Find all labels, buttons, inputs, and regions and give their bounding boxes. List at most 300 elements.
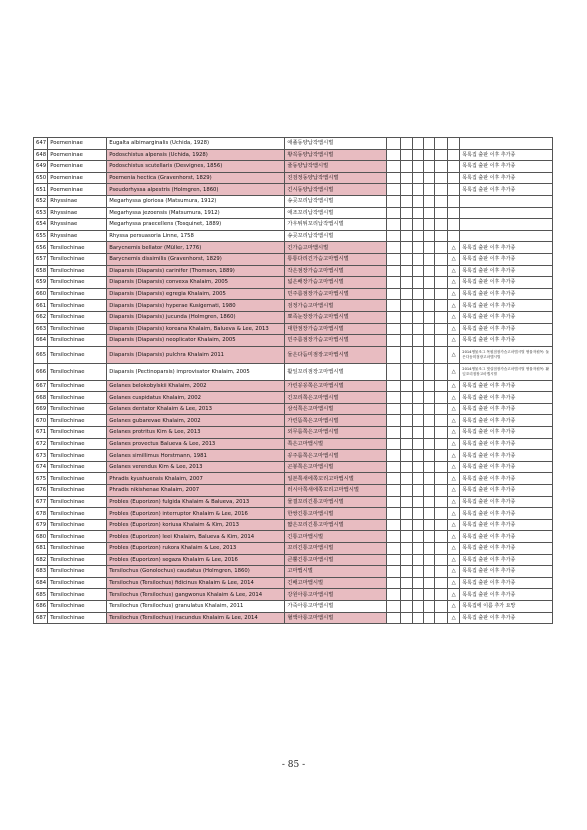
table-row (34, 566, 553, 578)
remark-cell (460, 380, 553, 392)
table-row (34, 531, 553, 543)
remark-text: 목록집 출판 이후 추가종 (462, 186, 516, 193)
species-name-cell: Megarhyssa gloriosa (Matsumura, 1912) (107, 195, 285, 207)
species-name-cell: Diaparsis (Diaparsis) koreana Khalaim, Balueva & Lee, 2013 (107, 323, 285, 335)
empty-cell (412, 531, 423, 543)
empty-cell (412, 230, 423, 242)
subfamily-cell: Tersilochinae (48, 531, 107, 543)
empty-cell (423, 230, 434, 242)
empty-cell (387, 161, 401, 173)
subfamily-cell: Poemeninae (48, 161, 107, 173)
table-row (34, 288, 553, 300)
korean-name-cell: 활잎꼬리점장고마맵시벌 (285, 363, 387, 380)
row-number-cell: 683 (34, 566, 48, 578)
empty-cell (423, 543, 434, 555)
status-mark-cell (448, 184, 460, 196)
remark-text: 목록집 출판 이후 추가종 (462, 522, 516, 529)
empty-cell (401, 543, 412, 555)
empty-cell (387, 219, 401, 231)
empty-cell (434, 346, 447, 363)
korean-name-cell: 애졸동양납작맵시벌 (285, 138, 387, 150)
species-name-cell: Probles (Euporizon) interruptor Khalaim & Lee, 2016 (107, 508, 285, 520)
species-name-cell: Eugalta albimarginalis (Uchida, 1928) (107, 138, 285, 150)
table-row (34, 380, 553, 392)
remark-cell (460, 219, 553, 231)
empty-cell (401, 392, 412, 404)
status-mark-cell: △ (448, 589, 460, 601)
remark-text: 목록집 출판 이후 추가종 (462, 291, 516, 298)
table-row (34, 230, 553, 242)
species-name-cell: Megarhyssa praecellens (Tosquinet, 1889) (107, 219, 285, 231)
remark-cell (460, 195, 553, 207)
korean-name-cell: 긴가슴고마맵시벌 (285, 242, 387, 254)
row-number-cell: 682 (34, 554, 48, 566)
empty-cell (401, 138, 412, 150)
remark-cell (460, 392, 553, 404)
table-row (34, 219, 553, 231)
empty-cell (401, 508, 412, 520)
species-name-cell: Gelanes dentator Khalaim & Lee, 2013 (107, 403, 285, 415)
table-row (34, 600, 553, 612)
empty-cell (387, 335, 401, 347)
empty-cell (387, 172, 401, 184)
empty-cell (423, 427, 434, 439)
empty-cell (434, 311, 447, 323)
empty-cell (387, 380, 401, 392)
empty-cell (434, 363, 447, 380)
empty-cell (401, 496, 412, 508)
row-number-cell: 647 (34, 138, 48, 150)
empty-cell (434, 485, 447, 497)
table-row (34, 577, 553, 589)
remark-text: 목록집 출판 이후 추가종 (462, 175, 516, 182)
empty-cell (387, 577, 401, 589)
empty-cell (412, 543, 423, 555)
table-row (34, 450, 553, 462)
empty-cell (423, 323, 434, 335)
row-number-cell: 674 (34, 461, 48, 473)
empty-cell (387, 277, 401, 289)
remark-text: 목록집 출판 이후 추가종 (462, 163, 516, 170)
empty-cell (434, 172, 447, 184)
species-name-cell: Gelanes belokobylskii Khalaim, 2002 (107, 380, 285, 392)
empty-cell (387, 288, 401, 300)
row-number-cell: 684 (34, 577, 48, 589)
korean-name-cell: 작은점장가슴고마맵시벌 (285, 265, 387, 277)
species-name-cell: Phradis kyushuensis Khalaim, 2007 (107, 473, 285, 485)
subfamily-cell: Rhyssinae (48, 230, 107, 242)
empty-cell (412, 363, 423, 380)
korean-name-cell: 가린꽁꽁쪽은고마맵시벌 (285, 380, 387, 392)
korean-name-cell: 둘은다듬미점장고마맵시벌 (285, 346, 387, 363)
status-mark-cell: △ (448, 461, 460, 473)
table-row (34, 554, 553, 566)
table-row (34, 311, 553, 323)
empty-cell (387, 461, 401, 473)
status-mark-cell: △ (448, 600, 460, 612)
korean-name-cell: 러시아쪽새에쪽꼬리고마맵시벌 (285, 485, 387, 497)
empty-cell (434, 554, 447, 566)
korean-name-cell: 물결꼬리긴통고마맵시벌 (285, 496, 387, 508)
remark-text: 목록집 출판 이후 추가종 (462, 464, 516, 471)
subfamily-cell: Tersilochinae (48, 311, 107, 323)
status-mark-cell: △ (448, 253, 460, 265)
empty-cell (412, 403, 423, 415)
korean-name-cell: 한쌍긴통고마맵시벌 (285, 508, 387, 520)
empty-cell (434, 138, 447, 150)
empty-cell (412, 577, 423, 589)
empty-cell (387, 323, 401, 335)
status-mark-cell: △ (448, 392, 460, 404)
empty-cell (412, 450, 423, 462)
empty-cell (387, 415, 401, 427)
empty-cell (423, 242, 434, 254)
row-number-cell: 678 (34, 508, 48, 520)
remark-text: 목록집 출판 이후 추가종 (462, 556, 516, 563)
table-row (34, 277, 553, 289)
status-mark-cell (448, 207, 460, 219)
remark-cell (460, 577, 553, 589)
status-mark-cell: △ (448, 473, 460, 485)
empty-cell (401, 415, 412, 427)
empty-cell (434, 288, 447, 300)
row-number-cell: 675 (34, 473, 48, 485)
subfamily-cell: Tersilochinae (48, 461, 107, 473)
empty-cell (423, 519, 434, 531)
empty-cell (423, 346, 434, 363)
status-mark-cell (448, 195, 460, 207)
remark-text: 목록집 출판 이후 추가종 (462, 533, 516, 540)
remark-cell (460, 184, 553, 196)
subfamily-cell: Tersilochinae (48, 253, 107, 265)
empty-cell (387, 566, 401, 578)
remark-text: 목록집 출판 이후 추가종 (462, 337, 516, 344)
species-name-cell: Tersilochus (Tersilochus) iracundus Khalaim & Lee, 2014 (107, 612, 285, 624)
korean-name-cell: 고마맵시벌 (285, 566, 387, 578)
remark-cell (460, 554, 553, 566)
empty-cell (412, 149, 423, 161)
korean-name-cell: 긴통고마맵시벌 (285, 531, 387, 543)
empty-cell (412, 300, 423, 312)
remark-text: 목록집 출판 이후 추가종 (462, 545, 516, 552)
korean-name-cell: 진검정동양납작맵시벌 (285, 172, 387, 184)
empty-cell (387, 363, 401, 380)
empty-cell (387, 473, 401, 485)
empty-cell (434, 184, 447, 196)
status-mark-cell: △ (448, 543, 460, 555)
empty-cell (387, 392, 401, 404)
empty-cell (434, 531, 447, 543)
korean-name-cell: 일본쪽새에쪽꼬리고마맵시벌 (285, 473, 387, 485)
species-name-cell: Probles (Euporizon) segaza Khalaim & Lee, 2016 (107, 554, 285, 566)
empty-cell (401, 380, 412, 392)
table-row (34, 138, 553, 150)
korean-name-cell: 검정가슴고마맵시벌 (285, 300, 387, 312)
remark-text: 목록집 출판 이후 추가종 (462, 151, 516, 158)
korean-name-cell: 혈액아롱고마맵시벌 (285, 612, 387, 624)
korean-name-cell: 꽁주룸쪽은고마맵시벌 (285, 450, 387, 462)
table-row (34, 300, 553, 312)
row-number-cell: 668 (34, 392, 48, 404)
species-name-cell: Diaparsis (Diaparsis) jucunda (Holmgren, 1860) (107, 311, 285, 323)
empty-cell (412, 311, 423, 323)
empty-cell (401, 300, 412, 312)
remark-cell (460, 600, 553, 612)
empty-cell (401, 427, 412, 439)
empty-cell (423, 612, 434, 624)
table-row (34, 346, 553, 363)
subfamily-cell: Tersilochinae (48, 265, 107, 277)
row-number-cell: 656 (34, 242, 48, 254)
korean-name-cell: 애조꼬리납작맵시벌 (285, 207, 387, 219)
table-row (34, 207, 553, 219)
remark-text: 목록집 출판 이후 추가종 (462, 314, 516, 321)
table-row (34, 335, 553, 347)
remark-text: 목록집 출판 이후 추가종 (462, 244, 516, 251)
remark-cell (460, 242, 553, 254)
subfamily-cell: Tersilochinae (48, 577, 107, 589)
status-mark-cell: △ (448, 577, 460, 589)
remark-cell (460, 172, 553, 184)
empty-cell (412, 508, 423, 520)
species-name-cell: Poemenia hectica (Gravenhorst, 1829) (107, 172, 285, 184)
empty-cell (412, 473, 423, 485)
empty-cell (401, 363, 412, 380)
species-name-cell: Diaparsis (Diaparsis) pulchra Khalaim 2011 (107, 346, 285, 363)
empty-cell (401, 485, 412, 497)
empty-cell (412, 219, 423, 231)
empty-cell (387, 519, 401, 531)
empty-cell (412, 242, 423, 254)
empty-cell (412, 195, 423, 207)
empty-cell (423, 172, 434, 184)
row-number-cell: 666 (34, 363, 48, 380)
remark-cell (460, 230, 553, 242)
subfamily-cell: Tersilochinae (48, 427, 107, 439)
empty-cell (412, 335, 423, 347)
row-number-cell: 648 (34, 149, 48, 161)
row-number-cell: 670 (34, 415, 48, 427)
row-number-cell: 655 (34, 230, 48, 242)
empty-cell (401, 335, 412, 347)
species-name-cell: Probles (Euporizon) koriusa Khalaim & Kim, 2013 (107, 519, 285, 531)
table-row (34, 149, 553, 161)
status-mark-cell: △ (448, 323, 460, 335)
remark-text: 목록집 출판 이후 추가종 (462, 614, 516, 621)
korean-name-cell: 가린뜸쪽은고마맵시벌 (285, 415, 387, 427)
empty-cell (412, 253, 423, 265)
korean-name-cell: 큰뿔긴통고마맵시벌 (285, 554, 387, 566)
empty-cell (401, 554, 412, 566)
empty-cell (401, 612, 412, 624)
empty-cell (434, 253, 447, 265)
subfamily-cell: Tersilochinae (48, 508, 107, 520)
row-number-cell: 653 (34, 207, 48, 219)
empty-cell (401, 461, 412, 473)
empty-cell (401, 219, 412, 231)
empty-cell (412, 161, 423, 173)
empty-cell (401, 253, 412, 265)
remark-cell (460, 277, 553, 289)
status-mark-cell: △ (448, 403, 460, 415)
empty-cell (401, 531, 412, 543)
row-number-cell: 661 (34, 300, 48, 312)
empty-cell (387, 496, 401, 508)
row-number-cell: 658 (34, 265, 48, 277)
remark-cell (460, 403, 553, 415)
empty-cell (434, 438, 447, 450)
species-name-cell: Tersilochus (Tersilochus) gangwonus Khalaim & Lee, 2014 (107, 589, 285, 601)
empty-cell (401, 195, 412, 207)
status-mark-cell (448, 230, 460, 242)
table-row (34, 184, 553, 196)
remark-text: 목록집 출판 이후 추가종 (462, 267, 516, 274)
empty-cell (387, 195, 401, 207)
subfamily-cell: Tersilochinae (48, 612, 107, 624)
table-row (34, 508, 553, 520)
subfamily-cell: Tersilochinae (48, 589, 107, 601)
remark-text: 목록집 출판 이후 추가종 (462, 325, 516, 332)
empty-cell (434, 415, 447, 427)
empty-cell (423, 577, 434, 589)
korean-name-cell: 긴꼬리쪽은고마맵시벌 (285, 392, 387, 404)
remark-cell (460, 207, 553, 219)
empty-cell (434, 149, 447, 161)
table-row (34, 485, 553, 497)
subfamily-cell: Tersilochinae (48, 519, 107, 531)
remark-cell (460, 519, 553, 531)
status-mark-cell (448, 219, 460, 231)
species-name-cell: Gelanes gubarevae Khalaim, 2002 (107, 415, 285, 427)
empty-cell (401, 242, 412, 254)
empty-cell (401, 566, 412, 578)
remark-cell (460, 461, 553, 473)
korean-name-cell: 대한점장가슴고마맵시벌 (285, 323, 387, 335)
empty-cell (423, 335, 434, 347)
empty-cell (387, 207, 401, 219)
species-name-cell: Gelanes verendus Kim & Lee, 2013 (107, 461, 285, 473)
remark-text: 목록집 출판 이후 추가종 (462, 510, 516, 517)
table-row (34, 438, 553, 450)
status-mark-cell: △ (448, 288, 460, 300)
subfamily-cell: Tersilochinae (48, 600, 107, 612)
empty-cell (387, 149, 401, 161)
empty-cell (434, 207, 447, 219)
table-row (34, 519, 553, 531)
remark-cell (460, 496, 553, 508)
species-name-cell: Probles (Euporizon) leei Khalaim, Balueva & Kim, 2014 (107, 531, 285, 543)
empty-cell (401, 172, 412, 184)
subfamily-cell: Poemeninae (48, 184, 107, 196)
row-number-cell: 665 (34, 346, 48, 363)
empty-cell (434, 427, 447, 439)
empty-cell (412, 265, 423, 277)
status-mark-cell (448, 161, 460, 173)
empty-cell (434, 577, 447, 589)
remark-text: 목록집 출판 이후 추가종 (462, 256, 516, 263)
page-number: - 85 - (281, 760, 306, 770)
status-mark-cell: △ (448, 450, 460, 462)
empty-cell (387, 403, 401, 415)
empty-cell (387, 253, 401, 265)
empty-cell (412, 288, 423, 300)
remark-cell (460, 311, 553, 323)
row-number-cell: 672 (34, 438, 48, 450)
empty-cell (434, 508, 447, 520)
empty-cell (423, 311, 434, 323)
empty-cell (412, 519, 423, 531)
row-number-cell: 657 (34, 253, 48, 265)
table-row (34, 392, 553, 404)
remark-text: 2014생물조그 목원점장가슴고마맵시벌 생물자원목: 둘은다듬미점장고마맵시벌 (462, 350, 549, 359)
status-mark-cell: △ (448, 438, 460, 450)
empty-cell (423, 415, 434, 427)
empty-cell (387, 485, 401, 497)
empty-cell (412, 438, 423, 450)
subfamily-cell: Tersilochinae (48, 415, 107, 427)
subfamily-cell: Tersilochinae (48, 392, 107, 404)
empty-cell (387, 600, 401, 612)
empty-cell (434, 543, 447, 555)
row-number-cell: 687 (34, 612, 48, 624)
empty-cell (401, 346, 412, 363)
empty-cell (423, 566, 434, 578)
remark-cell (460, 612, 553, 624)
empty-cell (434, 450, 447, 462)
empty-cell (401, 323, 412, 335)
status-mark-cell: △ (448, 566, 460, 578)
remark-text: 목록집 출판 이후 추가종 (462, 417, 516, 424)
empty-cell (412, 184, 423, 196)
subfamily-cell: Tersilochinae (48, 277, 107, 289)
status-mark-cell: △ (448, 335, 460, 347)
row-number-cell: 667 (34, 380, 48, 392)
empty-cell (387, 138, 401, 150)
korean-name-cell: 곤봉쪽은고마맵시벌 (285, 461, 387, 473)
remark-text: 목록집 출판 이후 추가종 (462, 452, 516, 459)
row-number-cell: 659 (34, 277, 48, 289)
empty-cell (423, 473, 434, 485)
subfamily-cell: Tersilochinae (48, 288, 107, 300)
species-name-cell: Podoschistus alpensis (Uchida, 1928) (107, 149, 285, 161)
table-row (34, 323, 553, 335)
subfamily-cell: Tersilochinae (48, 450, 107, 462)
empty-cell (412, 554, 423, 566)
remark-cell (460, 161, 553, 173)
remark-cell (460, 438, 553, 450)
korean-name-cell: 가죽아롱고마맵시벌 (285, 600, 387, 612)
status-mark-cell: △ (448, 485, 460, 497)
subfamily-cell: Tersilochinae (48, 300, 107, 312)
table-row (34, 403, 553, 415)
empty-cell (423, 461, 434, 473)
remark-text: 2014생물조그 빗살점장가슴고마맵시벌 생물자원목: 활잎꼬리점장고마맵시벌 (462, 367, 549, 376)
empty-cell (412, 496, 423, 508)
empty-cell (387, 242, 401, 254)
species-name-cell: Gelanes protritus Kim & Lee, 2013 (107, 427, 285, 439)
empty-cell (412, 346, 423, 363)
row-number-cell: 652 (34, 195, 48, 207)
empty-cell (434, 392, 447, 404)
remark-cell (460, 149, 553, 161)
remark-cell (460, 427, 553, 439)
empty-cell (423, 531, 434, 543)
remark-text: 목록집 출판 이후 추가종 (462, 568, 516, 575)
row-number-cell: 679 (34, 519, 48, 531)
table-row (34, 461, 553, 473)
table-row (34, 242, 553, 254)
empty-cell (434, 335, 447, 347)
